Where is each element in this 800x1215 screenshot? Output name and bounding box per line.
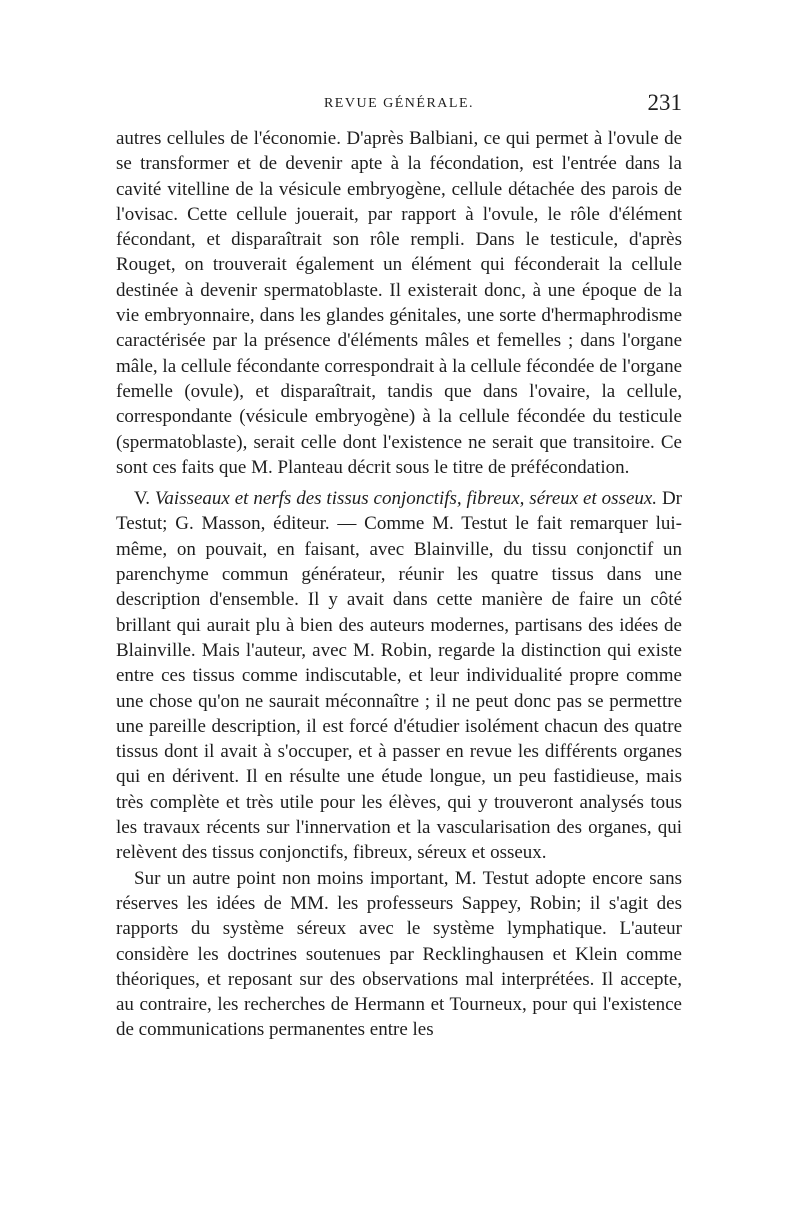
running-title: REVUE GÉNÉRALE.: [323, 96, 475, 111]
paragraph-1: autres cellules de l'économie. D'après Balbiani, ce qui permet à l'ovule de se transformer et de devenir apte à la fécondation, est l'entrée dans la cavité vitelline de la vésicule embryogène, cellule détachée des parois de l'ovisac. Cette cellule jouerait, par rapport à l'ovule, le rôle d'élément fécondant, et disparaîtrait son rôle rempli. Dans le testicule, d'après Rouget, on trouverait également un élément qui féconderait la cellule destinée à devenir spermatoblaste. Il existerait donc, à une époque de la vie embryonnaire, dans les glandes génitales, une sorte d'hermaphrodisme caractérisée par la présence d'éléments mâles et femelles ; dans l'organe mâle, la cellule fécondante correspondrait à la cellule fécondée de l'organe femelle (ovule), et disparaîtrait, tandis que dans l'ovaire, la cellule, correspondante (vésicule embryogène) à la cellule fécondée du testicule (spermatoblaste), serait celle dont l'existence ne serait que transitoire. Ce sont ces faits que M. Planteau décrit sous le titre de préfécondation.: [116, 128, 682, 478]
page-number: 231: [647, 90, 682, 115]
paragraph-2: [116, 486, 682, 865]
paragraph-3: Sur un autre point non moins important, M. Testut adopte encore sans réserves les idées de MM. les professeurs Sappey, Robin; il s'agit des rapports du système séreux avec le système lymphatique. L'auteur considère les doctrines soutenues par Recklinghausen et Klein comme théoriques, et reposant sur des observations mal interprétées. Il accepte, au contraire, les recherches de Hermann et Tourneux, pour qui l'existence de communications permanentes entre les: [116, 867, 682, 1041]
review-body: Dr Testut; G. Masson, éditeur. — Comme M. Testut le fait remarquer lui-même, on pouvait, en faisant, avec Blainville, du tissu conjonctif un parenchyme commun générateur, réunir les quatre tissus dans une description d'ensemble. Il y avait dans cette manière de faire un côté brillant qui aurait plu à bien des auteurs modernes, partisans des idées de Blainville. Mais l'auteur, avec M. Robin, regarde la distinction qui existe entre ces tissus comme indiscutable, et leur individualité propre comme une chose qu'on ne saurait méconnaître ; il ne peut donc pas se permettre une pareille description, il est forcé d'étudier isolément chacun des quatre tissus dont il avait à s'occuper, et à passer en revue les différents organes qui en dérivent. Il en résulte une étude longue, un peu fastidieuse, mais très complète et très utile pour les élèves, qui y trouveront analysés tous les travaux récents sur l'innervation et la vascularisation des organes, qui relèvent des tissus conjonctifs, fibreux, séreux et osseux.: [116, 488, 683, 864]
section-number: V.: [134, 488, 151, 510]
body-text: [116, 126, 682, 1043]
review-title: Vaisseaux et nerfs des tissus conjonctifs, fibreux, séreux et osseux.: [154, 488, 658, 510]
page-header: [116, 90, 682, 120]
book-page: [116, 90, 682, 1043]
